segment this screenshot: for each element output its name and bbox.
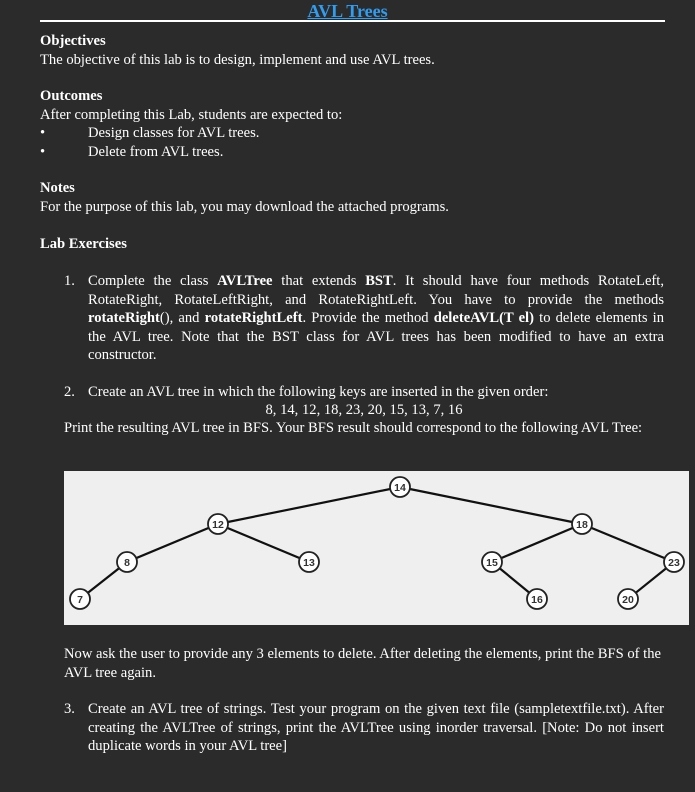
- page-title[interactable]: AVL Trees: [307, 1, 388, 21]
- exercise-3: [64, 700, 664, 756]
- notes-heading: Notes: [40, 180, 75, 196]
- tree-node-14: [390, 477, 410, 497]
- tree-node-label: 12: [212, 518, 224, 531]
- tree-node-7: [70, 589, 90, 609]
- outcomes-section: [40, 87, 665, 161]
- tree-edge-12-8: [127, 524, 218, 562]
- tree-node-label: 8: [124, 556, 130, 569]
- tree-node-23: [664, 552, 684, 572]
- lab-exercises-heading: Lab Exercises: [40, 236, 127, 252]
- tree-edge-18-23: [582, 524, 674, 562]
- exercise-1-text: [88, 272, 664, 365]
- text-run: (), and: [159, 310, 205, 327]
- exercise-1: [64, 272, 664, 365]
- exercise-2-intro: Create an AVL tree in which the following keys are inserted in the given order:: [88, 384, 549, 400]
- avl-tree-figure: [64, 471, 689, 625]
- tree-node-label: 14: [394, 481, 406, 494]
- tree-node-20: [618, 589, 638, 609]
- title-divider: [40, 20, 665, 22]
- tree-edge-14-12: [218, 487, 400, 524]
- method-name-deleteavl: deleteAVL(T el): [433, 310, 534, 327]
- tree-node-16: [527, 589, 547, 609]
- class-name-bst: BST: [365, 273, 393, 289]
- outcomes-heading: Outcomes: [40, 88, 103, 104]
- text-run: . It should have four methods RotateLeft, RotateRight, RotateLeftRight, and RotateRightLeft. You have to provide the methods: [88, 273, 664, 308]
- text-run: . Provide the method: [302, 310, 434, 327]
- objectives-heading: Objectives: [40, 33, 106, 49]
- bullet-marker: •: [40, 125, 46, 142]
- exercise-3-text: Create an AVL tree of strings. Test your program on the given text file (sampletextfile.txt). After creating the AVLTree of strings, print the AVLTree using inorder traversal. [Note: Do not insert duplicate words in your AVL tree]: [88, 701, 664, 755]
- text-run: to delete elements in the AVL tree. Note that the BST class for AVL trees has been modified to have an extra constructor.: [88, 310, 664, 364]
- outcomes-intro: After completing this Lab, students are expected to:: [40, 106, 343, 123]
- tree-node-label: 20: [622, 593, 634, 606]
- tree-node-18: [572, 514, 592, 534]
- text-run: Complete the class: [88, 273, 218, 289]
- outcome-item-text: Delete from AVL trees.: [88, 143, 224, 160]
- notes-section: [40, 179, 665, 216]
- tree-edge-12-13: [218, 524, 309, 562]
- objectives-section: [40, 32, 665, 69]
- tree-node-12: [208, 514, 228, 534]
- tree-node-15: [482, 552, 502, 572]
- tree-node-label: 16: [531, 593, 543, 606]
- tree-node-8: [117, 552, 137, 572]
- method-name-rotateright: rotateRight: [88, 310, 160, 327]
- tree-edge-18-15: [492, 524, 582, 562]
- outcome-item-text: Design classes for AVL trees.: [88, 125, 260, 142]
- outcome-item: [40, 143, 665, 162]
- tree-node-13: [299, 552, 319, 572]
- exercise-number: 2.: [64, 384, 75, 400]
- text-run: that extends: [272, 273, 366, 289]
- bullet-marker: •: [40, 143, 46, 160]
- exercise-number: 1.: [64, 273, 75, 289]
- tree-node-label: 15: [486, 556, 498, 569]
- outcome-item: [40, 124, 665, 143]
- tree-edge-14-18: [400, 487, 582, 524]
- insertion-keys: 8, 14, 12, 18, 23, 20, 15, 13, 7, 16: [265, 402, 463, 418]
- exercise-2-bfs-instruction: Print the resulting AVL tree in BFS. Your BFS result should correspond to the following AVL Tree:: [64, 420, 643, 436]
- exercise-2: [64, 383, 664, 402]
- tree-node-label: 18: [576, 518, 588, 531]
- method-name-rotaterightleft: rotateRightLeft: [204, 310, 303, 327]
- notes-text: For the purpose of this lab, you may download the attached programs.: [40, 198, 449, 215]
- exercise-number: 3.: [64, 701, 75, 717]
- tree-node-label: 13: [303, 556, 315, 569]
- class-name-avltree: AVLTree: [217, 273, 273, 289]
- tree-node-label: 23: [668, 556, 680, 569]
- tree-node-label: 7: [77, 593, 83, 606]
- objectives-text: The objective of this lab is to design, implement and use AVL trees.: [40, 51, 435, 68]
- avl-tree-diagram: [64, 471, 689, 625]
- exercise-2-delete-instruction: Now ask the user to provide any 3 elements to delete. After deleting the elements, print the BFS of the AVL tree again.: [64, 646, 661, 681]
